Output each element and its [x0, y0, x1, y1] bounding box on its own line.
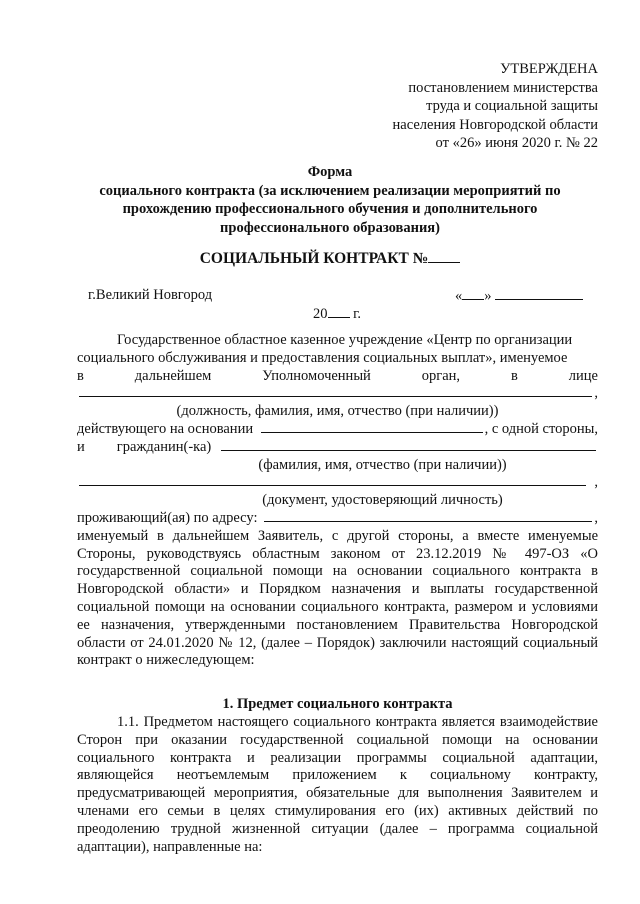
document-caption: (документ, удостоверяющий личность) [262, 492, 503, 509]
day-blank[interactable] [462, 287, 484, 300]
official-caption: (должность, фамилия, имя, отчество (при наличии)) [176, 403, 499, 420]
intro-text: Государственное областное казенное учреждение «Центр по организации [117, 332, 573, 348]
address-row [77, 510, 598, 528]
citizen-caption: (фамилия, имя, отчество (при наличии)) [258, 456, 507, 473]
basis-row [77, 421, 598, 439]
basis-label: действующего на основании [77, 420, 254, 437]
citizen-label: гражданин(-ка) [116, 438, 212, 455]
approval-line: постановлением министерства [408, 79, 598, 96]
contract-date [455, 287, 583, 305]
comma: , [594, 474, 598, 491]
comma: , [594, 385, 598, 402]
word: лице [568, 367, 598, 384]
form-title-line: Форма [307, 164, 353, 180]
contract-title-text: СОЦИАЛЬНЫЙ КОНТРАКТ № [199, 250, 429, 267]
intro-line [77, 332, 598, 350]
identity-document-field[interactable] [79, 484, 586, 486]
contract-year [313, 305, 361, 323]
section-1-title: 1. Предмет социального контракта [222, 696, 453, 713]
intro-text: социального обслуживания и предоставления социальных выплат», именуемое [77, 349, 568, 366]
contract-number-blank[interactable] [428, 250, 460, 263]
date-open-quote: « [455, 288, 463, 304]
year-suffix: г. [349, 306, 362, 322]
one-side-text: , с одной стороны, [484, 420, 598, 437]
form-title-line: прохождению профессионального обучения и дополнительного [122, 201, 538, 217]
document-row [77, 474, 598, 492]
official-row [77, 385, 598, 403]
year-blank[interactable] [328, 305, 350, 318]
approval-date: от «26» июня 2020 г. № 22 [435, 135, 598, 151]
month-blank[interactable] [495, 287, 583, 300]
approval-heading: УТВЕРЖДЕНА [500, 61, 598, 77]
approval-block [268, 60, 598, 153]
contract-body [77, 332, 598, 856]
official-name-field[interactable] [79, 395, 592, 397]
approval-line: населения Новгородской области [392, 116, 598, 133]
address-field[interactable] [264, 520, 593, 522]
form-title-line: профессионального образования) [220, 219, 440, 236]
and-word: и [77, 438, 85, 455]
word: орган, [421, 367, 461, 384]
spread-line [77, 368, 598, 386]
contract-place: г.Великий Новгород [88, 287, 213, 303]
basis-field[interactable] [261, 431, 483, 433]
year-prefix: 20 [313, 306, 328, 322]
comma: , [594, 509, 598, 526]
citizen-row [77, 439, 598, 457]
word: в [77, 367, 84, 384]
main-paragraph: именуемый в дальнейшем Заявитель, с другой стороны, а вместе именуемые Стороны, руководствуясь областным законом от 23.12.2019 № 497-ОЗ «О государственной социальной помощи на основании социального контракта в Новгородской области» и Порядком назначения и выплаты государственной социальной помощи на основании социального контракта, размером и условиями ее назначения, утвержденными постановлением Правительства Новгородской области от 24.01.2020 № 12, (далее – Порядок) заключили настоящий социальный контракт о нижеследующем: [77, 527, 598, 669]
form-title-line: социального контракта (за исключением реализации мероприятий по [99, 182, 561, 199]
word: в [510, 367, 518, 384]
form-title [70, 163, 590, 237]
contract-title [70, 250, 590, 268]
intro-line [77, 350, 598, 368]
citizen-name-field[interactable] [221, 449, 596, 451]
approval-line: труда и социальной защиты [426, 98, 598, 114]
word: Уполномоченный [262, 367, 371, 384]
section-1-paragraph: 1.1. Предметом настоящего социального контракта является взаимодействие Сторон при оказании государственной социальной помощи на основании социального контракта и реализации программы социальной адаптации, являющейся неотъемлемым приложением к социальному контракту, предусматривающей мероприятия, обязательные для выполнения Заявителем и членами его семьи в целях стимулирования его (их) активных действий по преодолению трудной жизненной ситуации (далее – программа социальной адаптации), направленные на: [77, 713, 598, 855]
address-label: проживающий(ая) по адресу: [77, 509, 258, 526]
date-close-quote: » [484, 288, 492, 304]
word: дальнейшем [134, 367, 212, 384]
